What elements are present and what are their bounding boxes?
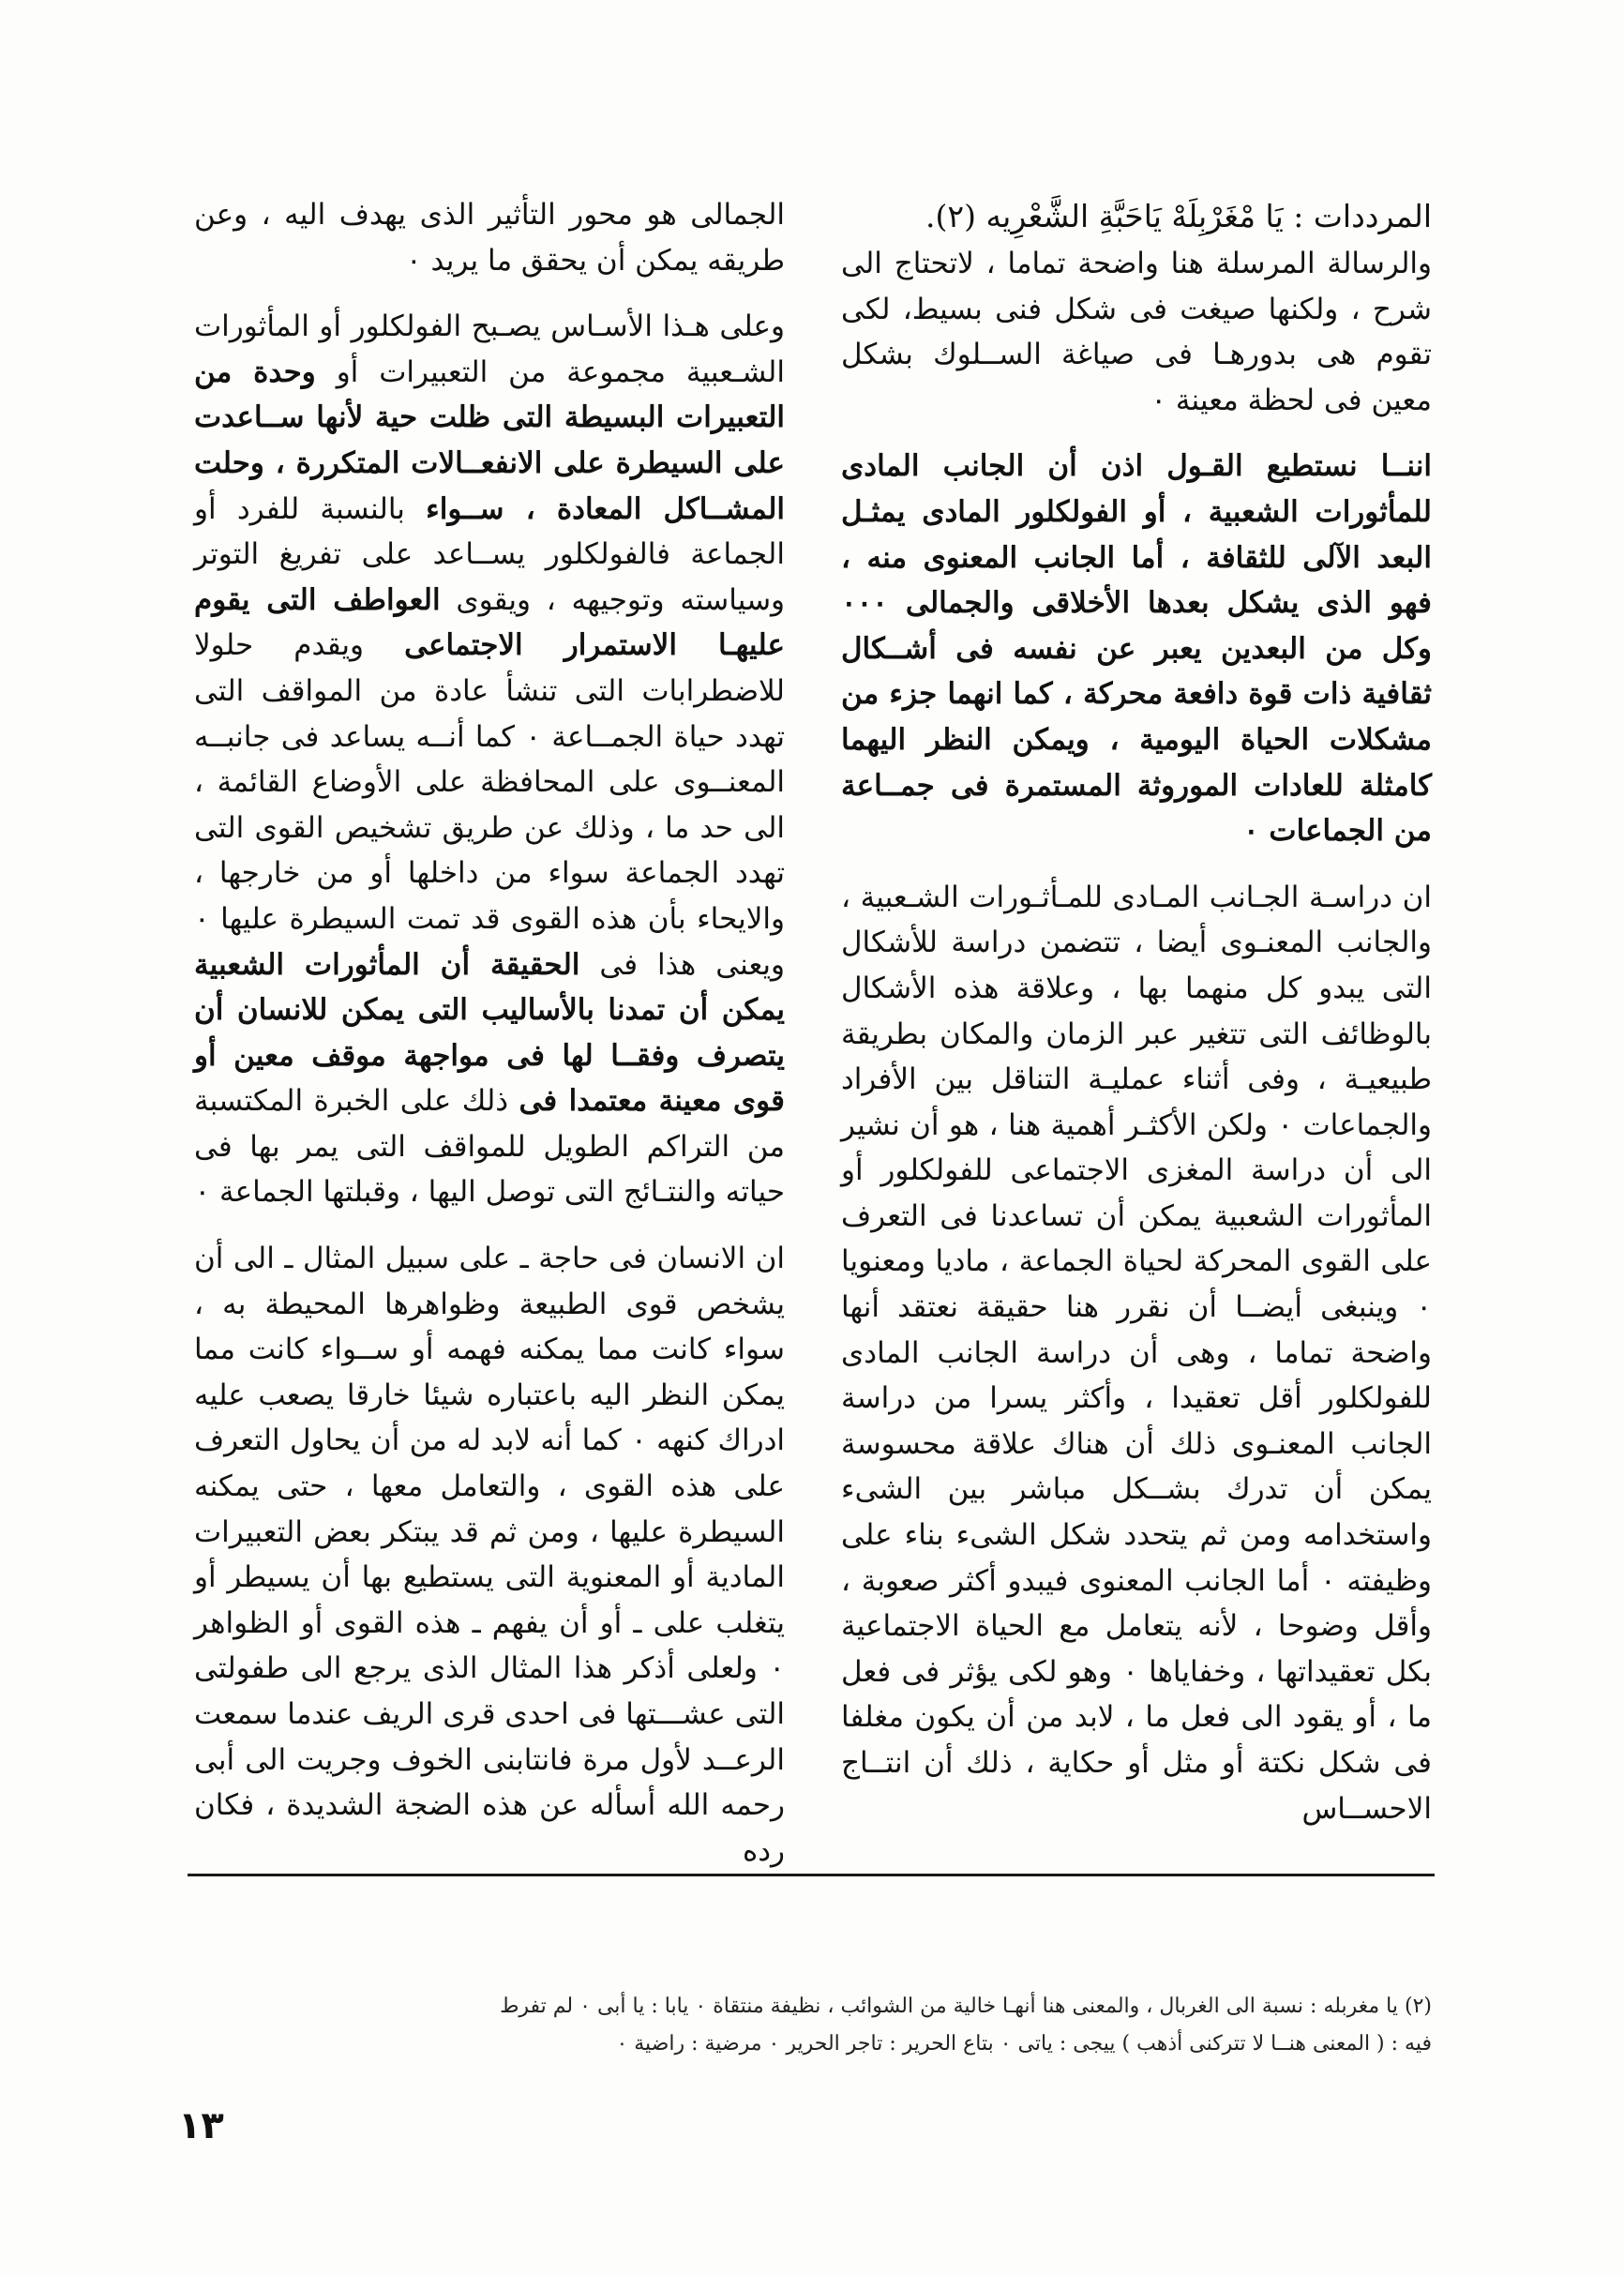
- bold-segment: الحقيقة أن المأثورات الشعبية يمكن أن تمدنا بالأساليب التى يمكن للانسان أن يتصرف وفقــا لها فى مواجهة موقف معين أو قوى معينة معتمدا فى: [194, 947, 786, 1119]
- verse-line: المرددات : يَا مْغَرْبِلَهْ يَاحَبَّةِ الشَّعْرِيه (٢).: [925, 198, 1432, 234]
- footnote-line: (٢) يا مغربله : نسبة الى الغربال ، والمعنى هنا أنهـا خالية من الشوائب ، نظيفة منتقاة ٠ يابا : يا أبى ٠ لم تفرط: [500, 1995, 1432, 2018]
- paragraph-study: ان دراسـة الجـانب المـادى للمـأثـورات الشـعبية ، والجانب المعنـوى أيضا ، تتضمن دراسة للأشكال التى يبدو كل منهما بها ، وعلاقة هذه الأشكال بالوظائف التى تتغير عبر الزمان والمكان بطريقة طبيعيـة ، وفى أثناء عمليـة التناقل بين الأفراد والجماعات ٠ ولكن الأكثـر أهمية هنا ، هو أن نشير الى أن دراسة المغزى الاجتماعى للفولكلور أو المأثورات الشعبية يمكن أن تساعدنا فى التعرف على القوى المحركة لحياة الجماعة ، ماديا ومعنويا ٠ وينبغى أيضــا أن نقرر هنا حقيقة نعتقد أنها واضحة تماما ، وهى أن دراسة الجانب المادى للفولكلور أقل تعقيدا ، وأكثر يسرا من دراسة الجانب المعنـوى ذلك أن هناك علاقة محسوسة يمكن أن تدرك بشــكل مباشر بين الشىء واستخدامه ومن ثم يتحدد شكل الشىء بناء على وظيفته ٠ أما الجانب المعنوى فيبدو أكثر صعوبة ، وأقل وضوحا ، لأنه يتعامل مع الحياة الاجتماعية بكل تعقيداتها ، وخفاياها ٠ وهو لكى يؤثر فى فعل ما ، أو يقود الى فعل ما ، لابد من أن يكون مغلفا فى شكل نكتة أو مثل أو حكاية ، ذلك أن انتــاج الاحســاس: [841, 880, 1432, 1826]
- left-column: [194, 192, 785, 1894]
- bold-segment: وحدة من التعبيرات البسيطة التى ظلت حية لأنها ســاعدت على السيطرة على الانفعــالات المتكررة ، وحلت المشــاكل المعادة ، ســواء: [194, 354, 786, 526]
- page-number: ١٣: [178, 2104, 224, 2147]
- paragraph-example: ان الانسان فى حاجة ـ على سبيل المثال ـ الى أن يشخص قوى الطبيعة وظواهرها المحيطة به ، سواء كانت مما يمكنه فهمه أو ســواء كانت مما يمكن النظر اليه باعتباره شيئا خارقا يصعب عليه ادراك كنهه ٠ كما أنه لابد له من أن يحاول التعرف على هذه القوى ، والتعامل معها ، حتى يمكنه السيطرة عليها ، ومن ثم قد يبتكر بعض التعبيرات المادية أو المعنوية التى يستطيع بها أن يسيطر أو يتغلب على ـ أو أن يفهم ـ هذه القوى أو الظواهر ٠ ولعلى أذكر هذا المثال الذى يرجع الى طفولتى التى عشـــتها فى احدى قرى الريف عندما سمعت الرعــد لأول مرة فانتابنى الخوف وجريت الى أبى رحمه الله أسأله عن هذه الضجة الشديدة ، فكان رده: [194, 1242, 785, 1868]
- text-segment: ويقدم حلولا للاضطرابات التى تنشأ عادة من المواقف التى تهدد حياة الجمــاعة ٠ كما أنــه يساعد فى جانبــه المعنــوى على المحافظة على الأوضاع القائمة ، الى حد ما ، وذلك عن طريق تشخيص القوى التى تهدد الجماعة سواء من داخلها أو من خارجها ، والايحاء بأن هذه القوى قد تمت السيطرة عليها ٠ ويعنى هذا فى: [194, 628, 786, 982]
- paragraph-message: والرسالة المرسلة هنا واضحة تماما ، لاتحتاج الى شرح ، ولكنها صيغت فى شكل فنى بسيط، لكى تقوم هى بدورهـا فى صياغة الســلوك بشكل معين فى لحظة معينة ٠: [841, 247, 1432, 417]
- right-column: [841, 192, 1432, 1852]
- paragraph-folklore-basis: [194, 304, 785, 1215]
- bold-segment: العواطف التى يقوم عليهـا الاستمرار الاجتماعى: [194, 582, 785, 663]
- footnote-line: فيه : ( المعنى هنــا لا تتركنى أذهب ) ييجى : ياتى ٠ بتاع الحرير : تاجر الحرير ٠ مرضية : راضية ٠: [616, 2032, 1432, 2056]
- footnote-divider: [188, 1874, 1435, 1876]
- paragraph-aesthetic: الجمالى هو محور التأثير الذى يهدف اليه ، وعن طريقه يمكن أن يحقق ما يريد ٠: [194, 198, 785, 278]
- text-segment: ذلك على الخبرة المكتسبة من التراكم الطويل للمواقف التى يمر بها فى حياته والنتـائج التى توصل اليها ، وقبلتها الجماعة ٠: [194, 1084, 785, 1210]
- text-segment: بالنسبة للفرد أو الجماعة فالفولكلور يســاعد على تفريغ التوتر وسياسته وتوجيهه ، ويقوى: [194, 491, 786, 617]
- paragraph-bold-summary: اننــا نستطيع القـول اذن أن الجانب المادى للمأثورات الشعبية ، أو الفولكلور المادى يمثـل البعد الآلى للثقافة ، أما الجانب المعنوى منه ، فهو الذى يشكل بعدها الأخلاقى والجمالى ٠٠٠ وكل من البعدين يعبر عن نفسه فى أشــكال ثقافية ذات قوة دافعة محركة ، كما انهما جزء من مشكلات الحياة اليومية ، ويمكن النظر اليهما كامثلة للعادات الموروثة المستمرة فى جمــاعة من الجماعات ٠: [841, 449, 1432, 849]
- text-segment: وعلى هـذا الأسـاس يصـبح الفولكلور أو المأثورات الشـعبية مجموعة من التعبيرات أو: [194, 309, 785, 389]
- footnote: [185, 1988, 1432, 2063]
